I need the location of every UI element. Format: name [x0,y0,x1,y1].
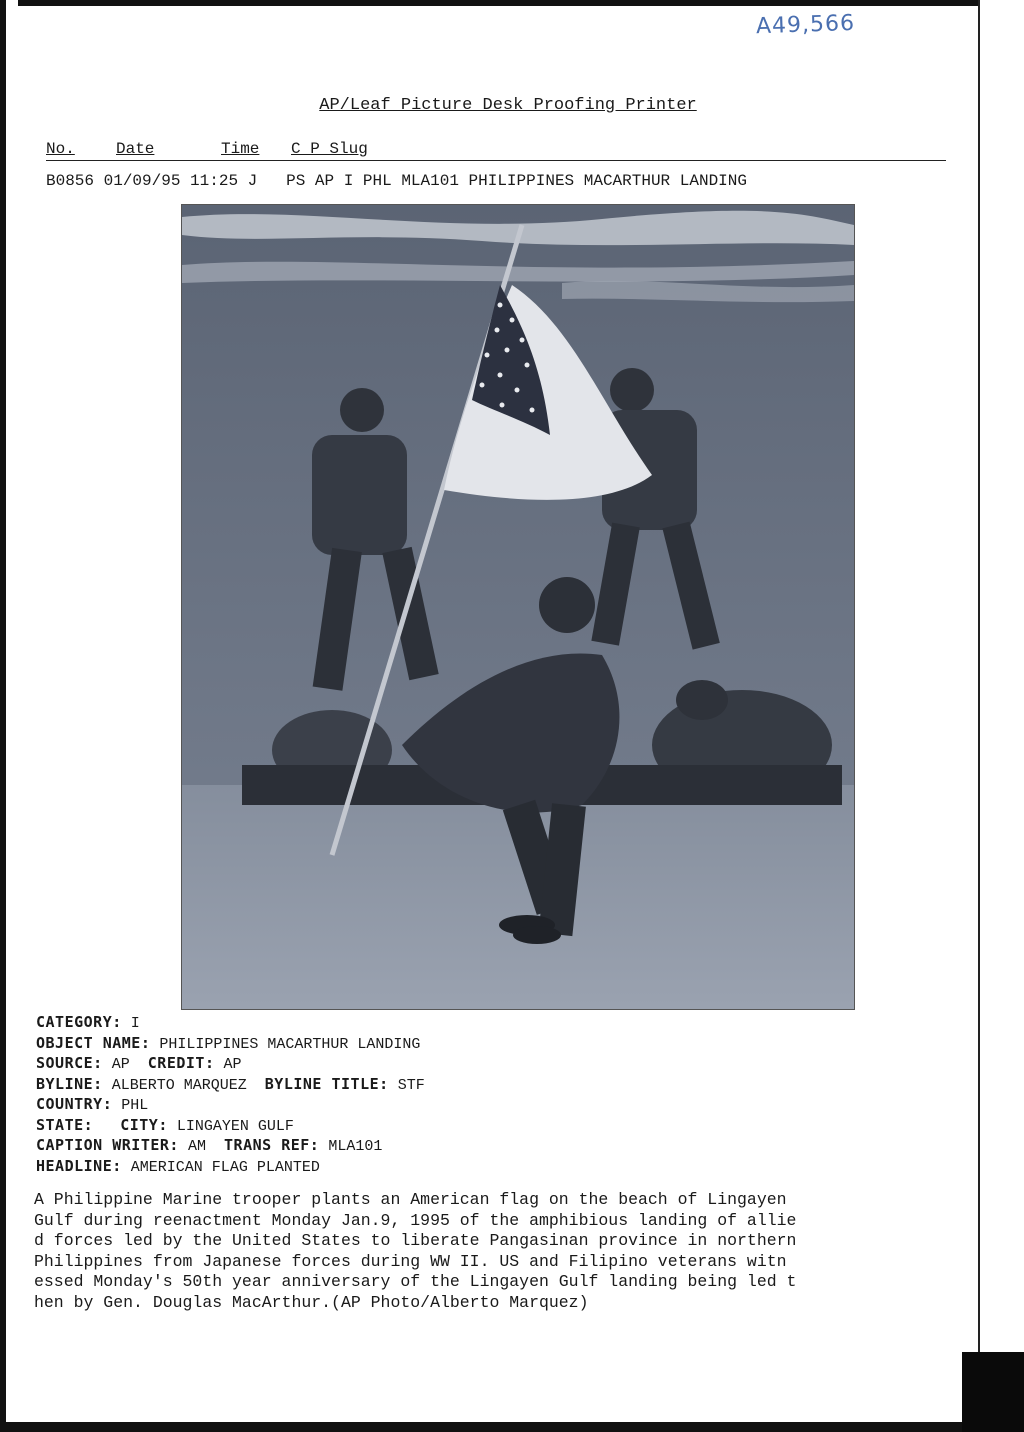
meta-row-category: CATEGORY: I [36,1013,140,1032]
page-title: AP/Leaf Picture Desk Proofing Printer [319,96,697,115]
column-header-no: No. [46,140,75,158]
record-date: 01/09/95 [103,172,181,190]
scan-edge-left [0,0,18,1432]
record-time: 11:25 [190,172,239,190]
column-header-slug: C P Slug [291,140,368,158]
scan-corner [962,1352,1024,1432]
handwritten-note: A49,566 [755,10,856,40]
record-number: B0856 [46,172,95,190]
meta-row-state-city: STATE: CITY: LINGAYEN GULF [36,1115,294,1135]
meta-row-country: COUNTRY: PHL [36,1095,149,1114]
record-row [46,172,966,190]
column-header-time: Time [221,140,260,158]
meta-row-byline: BYLINE: ALBERTO MARQUEZ BYLINE TITLE: STF [36,1074,425,1094]
meta-row-source: SOURCE: AP CREDIT: AP [36,1054,242,1073]
column-header-row [46,140,946,161]
scan-edge-bottom [0,1422,1024,1432]
record-slug: PS AP I PHL MLA101 PHILIPPINES MACARTHUR LANDING [286,172,747,190]
scan-edge-top [0,0,1024,6]
news-photo [181,204,855,1010]
meta-row-object-name: OBJECT NAME: PHILIPPINES MACARTHUR LANDING [36,1033,421,1053]
column-header-date: Date [116,140,155,158]
record-code: J [247,172,258,190]
photo-caption: A Philippine Marine trooper plants an American flag on the beach of Lingayen Gulf during reenactment Monday Jan.9, 1995 of the amphibious landing of allie d forces led by the United States to liberate Pangasinan province in northern Philippines from Japanese forces during WW II. US and Filipino veterans witn essed Monday's 50th year anniversary of the Lingayen Gulf landing being led t hen by Gen. Douglas MacArthur.(AP Photo/Alberto Marquez) [34,1190,797,1312]
meta-row-headline: HEADLINE: AMERICAN FLAG PLANTED [36,1156,320,1176]
scan-edge-right [978,0,1024,1432]
metadata-block [36,1013,736,1177]
meta-row-caption-writer: CAPTION WRITER: AM TRANS REF: MLA101 [36,1136,383,1155]
